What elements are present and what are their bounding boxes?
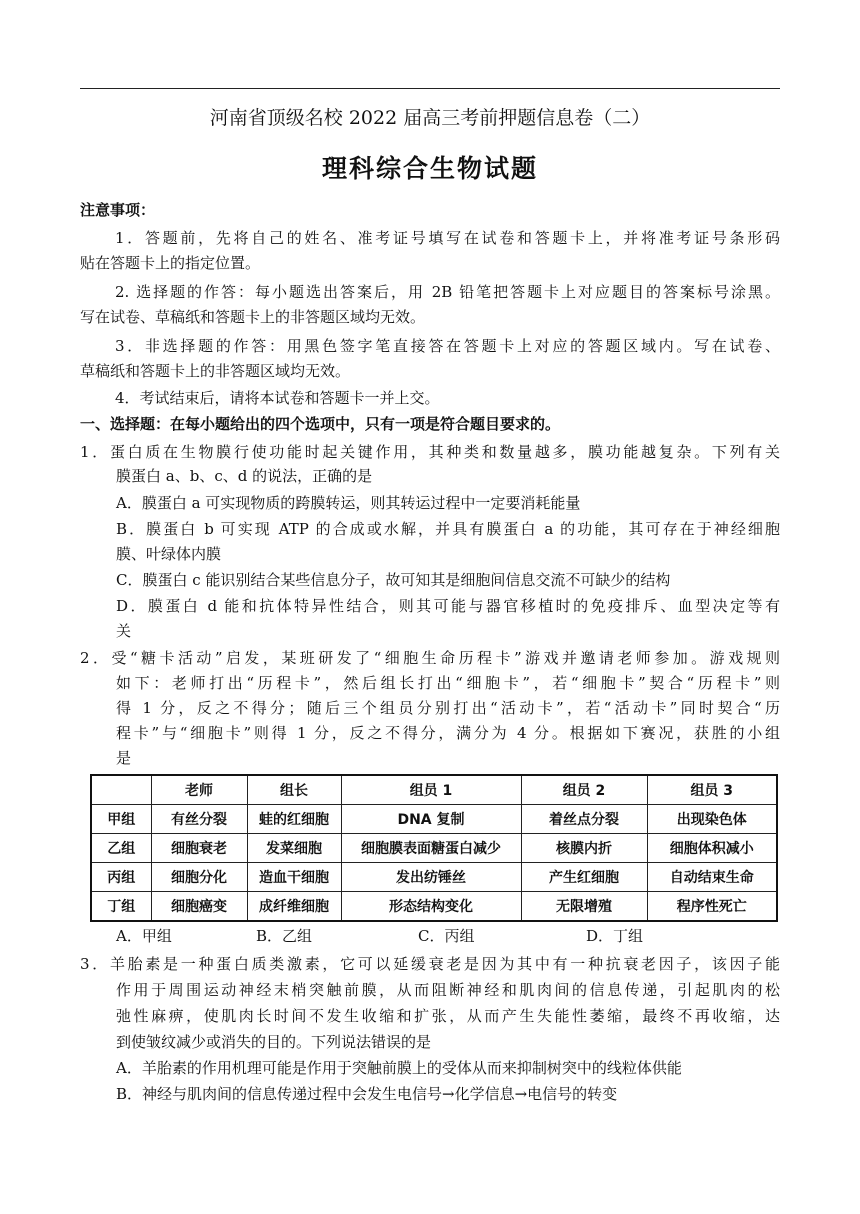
- question-1-option-d: D．膜蛋白 d 能和抗体特异性结合，则其可能与器官移植时的免疫排斥、血型决定等有: [116, 597, 780, 615]
- table-cell: 细胞分化: [151, 863, 247, 892]
- section-heading: 一、选择题：在每小题给出的四个选项中，只有一项是符合题目要求的。: [80, 415, 561, 433]
- question-3-option-b: B．神经与肌肉间的信息传递过程中会发生电信号→化学信息→电信号的转变: [116, 1085, 618, 1103]
- note-line: 草稿纸和答题卡上的非答题区域均无效。: [80, 362, 351, 380]
- table-row: [91, 834, 777, 863]
- table-row: [91, 805, 777, 834]
- table-cell: 形态结构变化: [341, 892, 521, 922]
- table-header-cell: 组员 2: [521, 775, 647, 805]
- table-cell: 细胞衰老: [151, 834, 247, 863]
- table-cell: 乙组: [91, 834, 151, 863]
- table-header-cell: 组员 3: [647, 775, 777, 805]
- question-1-option-c: C．膜蛋白 c 能识别结合某些信息分子，故可知其是细胞间信息交流不可缺少的结构: [116, 571, 671, 589]
- question-2-stem: 是: [116, 749, 132, 767]
- question-3-option-a: A．羊胎素的作用机理可能是作用于突触前膜上的受体从而来抑制树突中的线粒体供能: [116, 1059, 682, 1077]
- question-1-option-b: 膜、叶绿体内膜: [116, 545, 222, 563]
- question-1-option-a: A．膜蛋白 a 可实现物质的跨膜转运，则其转运过程中一定要消耗能量: [116, 494, 581, 512]
- table-cell: 细胞癌变: [151, 892, 247, 922]
- table-cell: 丙组: [91, 863, 151, 892]
- question-1-option-d: 关: [116, 622, 132, 640]
- table-cell: 成纤维细胞: [247, 892, 341, 922]
- notes-heading: 注意事项：: [80, 201, 156, 219]
- table-header-cell: 组员 1: [341, 775, 521, 805]
- question-1-option-b: B．膜蛋白 b 可实现 ATP 的合成或水解，并具有膜蛋白 a 的功能，其可存在于神经细胞: [116, 520, 780, 538]
- question-2-stem: 2．受“糖卡活动”启发，某班研发了“细胞生命历程卡”游戏并邀请老师参加。游戏规则: [80, 649, 780, 667]
- table-cell: 蛙的红细胞: [247, 805, 341, 834]
- header-rule: [80, 88, 780, 89]
- table-header-row: [91, 775, 777, 805]
- table-row: [91, 892, 777, 922]
- exam-title: 理科综合生物试题: [321, 154, 538, 183]
- table-cell: 核膜内折: [521, 834, 647, 863]
- table-cell: DNA 复制: [341, 805, 521, 834]
- table-row: [91, 863, 777, 892]
- note-line: 贴在答题卡上的指定位置。: [80, 254, 261, 272]
- table-cell: 造血干细胞: [247, 863, 341, 892]
- table-cell: 细胞体积减小: [647, 834, 777, 863]
- note-line: 2. 选择题的作答：每小题选出答案后，用 2B 铅笔把答题卡上对应题目的答案标号涂黑。: [115, 283, 780, 301]
- table-cell: 发出纺锤丝: [341, 863, 521, 892]
- table-cell: 产生红细胞: [521, 863, 647, 892]
- question-1-stem: 1．蛋白质在生物膜行使功能时起关键作用，其种类和数量越多，膜功能越复杂。下列有关: [80, 443, 780, 461]
- table-cell: 出现染色体: [647, 805, 777, 834]
- question-1-stem: 膜蛋白 a、b、c、d 的说法，正确的是: [116, 467, 373, 485]
- note-line: 写在试卷、草稿纸和答题卡上的非答题区域均无效。: [80, 308, 426, 326]
- question-3-stem: 弛性麻痹，使肌肉长时间不发生收缩和扩张，从而产生失能性萎缩，最终不再收缩，达: [116, 1007, 780, 1025]
- table-cell: 无限增殖: [521, 892, 647, 922]
- exam-subtitle: 河南省顶级名校 2022 届高三考前押题信息卷（二）: [209, 107, 651, 129]
- table-cell: 有丝分裂: [151, 805, 247, 834]
- question-3-stem: 到使皱纹减少或消失的目的。下列说法错误的是: [116, 1033, 432, 1051]
- table-header-cell: 老师: [151, 775, 247, 805]
- note-line: 1．答题前，先将自己的姓名、准考证号填写在试卷和答题卡上，并将准考证号条形码: [115, 229, 780, 247]
- question-2-option-c: C．丙组: [418, 927, 475, 945]
- question-3-stem: 作用于周围运动神经末梢突触前膜，从而阻断神经和肌肉间的信息传递，引起肌肉的松: [116, 981, 780, 999]
- table-cell: 甲组: [91, 805, 151, 834]
- table-header-cell: 组长: [247, 775, 341, 805]
- question-3-stem: 3．羊胎素是一种蛋白质类激素，它可以延缓衰老是因为其中有一种抗衰老因子，该因子能: [80, 955, 780, 973]
- table-cell: 丁组: [91, 892, 151, 922]
- note-line: 4．考试结束后，请将本试卷和答题卡一并上交。: [115, 389, 440, 407]
- question-2-option-d: D．丁组: [586, 927, 644, 945]
- question-2-stem: 得 1 分，反之不得分；随后三个组员分别打出“活动卡”，若“活动卡”同时契合“历: [116, 699, 780, 717]
- table-cell: 发菜细胞: [247, 834, 341, 863]
- table-cell: 细胞膜表面糖蛋白减少: [341, 834, 521, 863]
- table-cell: 自动结束生命: [647, 863, 777, 892]
- question-2-stem: 如下：老师打出“历程卡”，然后组长打出“细胞卡”，若“细胞卡”契合“历程卡”则: [116, 674, 780, 692]
- question-2-stem: 程卡”与“细胞卡”则得 1 分，反之不得分，满分为 4 分。根据如下赛况，获胜的小组: [116, 724, 780, 742]
- game-results-table: [90, 774, 778, 922]
- table-cell: 着丝点分裂: [521, 805, 647, 834]
- table-header-cell: [91, 775, 151, 805]
- question-2-option-a: A．甲组: [116, 927, 172, 945]
- table-cell: 程序性死亡: [647, 892, 777, 922]
- note-line: 3．非选择题的作答：用黑色签字笔直接答在答题卡上对应的答题区域内。写在试卷、: [115, 337, 780, 355]
- question-2-option-b: B．乙组: [256, 927, 313, 945]
